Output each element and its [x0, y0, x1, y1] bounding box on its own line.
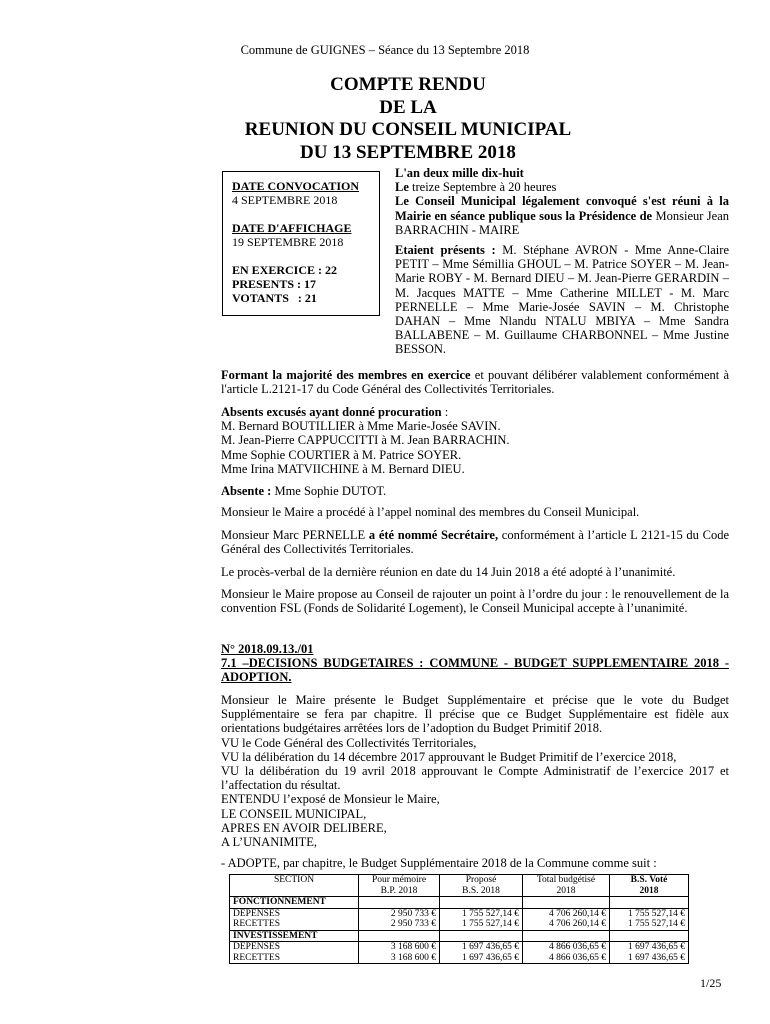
title-line: REUNION DU CONSEIL MUNICIPAL [244, 119, 572, 140]
votants-count: VOTANTS : 21 [232, 291, 317, 305]
presents-list: Etaient présents : M. Stéphane AVRON - Mme Anne-Claire PETIT – Mme Sémillia GHOUL – M. Patrice SOYER – M. Jean-Marie ROBY - M. Bernard DIEU – M. Jean-Pierre GERARDIN – M. Jacques MATTE – Mme Catherine MILLET - M. Marc PERNELLE – Mme Marie-Josée SAVIN – M. Christophe DAHAN – Mme Nlandu NTALU MBIYA – Mme Sandra BALLABENE – M. Guillaume CHARBONNEL – Mme Justine BESSON. [395, 243, 729, 357]
page-number: 1/25 [700, 976, 722, 990]
absent-line: Mme Irina MATVIICHINE à M. Bernard DIEU. [221, 461, 465, 476]
absente-paragraph: Absente : Mme Sophie DUTOT. [221, 484, 387, 498]
date-convocation-label: DATE CONVOCATION [232, 179, 359, 193]
secretaire-paragraph: Monsieur Marc PERNELLE a été nommé Secrétaire, conformément à l’article L 2121-15 du Code Général des Collectivités Territoriales. [221, 528, 729, 557]
vu-line: APRES EN AVOIR DELIBERE, [221, 820, 387, 835]
table-row: DEPENSES RECETTES 3 168 600 € 3 168 600 € 1 697 436,65 € 1 697 436,65 € 4 866 036,65 € 4 866 036,65 € 1 697 436,65 € 1 697 436,65 € [230, 942, 689, 964]
table-section-row: INVESTISSEMENT [230, 930, 689, 942]
majorite-paragraph: Formant la majorité des membres en exercice et pouvant délibérer valablement conformément à l'article L.2121-17 du Code Général des Collectivités Territoriales. [221, 368, 729, 397]
vu-line: VU la délibération du 19 avril 2018 approuvant le Compte Administratif de l’exercice 2017 et l’affectation du résultat. [221, 764, 729, 793]
vu-line: LE CONSEIL MUNICIPAL, [221, 806, 367, 821]
ordre-du-jour-paragraph: Monsieur le Maire propose au Conseil de rajouter un point à l’ordre du jour : le renouvellement de la convention FSL (Fonds de Solidarité Logement), le Conseil Municipal accepte à l’unanimité. [221, 587, 729, 616]
table-section-row: FONCTIONNEMENT [230, 897, 689, 909]
deliberation-number: N° 2018.09.13./01 [221, 642, 314, 656]
absents-label: Absents excusés ayant donné procuration [221, 405, 442, 419]
document-title [0, 74, 770, 164]
col-header-vote: B.S. Voté 2018 [610, 875, 689, 897]
date-convocation-value: 4 SEPTEMBRE 2018 [232, 193, 338, 207]
date-affichage-value: 19 SEPTEMBRE 2018 [232, 235, 344, 249]
title-line: DU 13 SEPTEMBRE 2018 [300, 141, 516, 163]
section-heading [221, 642, 729, 685]
absent-line: M. Bernard BOUTILLIER à Mme Marie-Josée SAVIN. [221, 419, 501, 434]
vu-line: VU le Code Général des Collectivités Territoriales, [221, 735, 477, 750]
col-header-bp: Pour mémoire B.P. 2018 [359, 875, 440, 897]
adopte-line: - ADOPTE, par chapitre, le Budget Supplémentaire 2018 de la Commune comme suit : [221, 856, 657, 870]
title-line: DE LA [379, 96, 437, 118]
intro-column [395, 166, 729, 357]
absents-paragraph: Absents excusés ayant donné procuration : M. Bernard BOUTILLIER à Mme Marie-Josée SAVIN. M. Jean-Pierre CAPPUCCITTI à M. Jean BARRACHIN. Mme Sophie COURTIER à M. Patrice SOYER. Mme Irina MATVIICHINE à M. Bernard DIEU. [221, 405, 729, 476]
appel-paragraph: Monsieur le Maire a procédé à l’appel nominal des membres du Conseil Municipal. [221, 505, 640, 519]
expose-paragraph: Monsieur le Maire présente le Budget Supplémentaire et précise que le vote du Budget Supplémentaire se fera par chapitre. Il précise que ce Budget Supplémentaire est fidèle aux orientations budgétaires arrêtées lors de l’adoption du Budget Primitif 2018. VU le Code Général des Collectivités Territoriales, VU la délibération du 14 décembre 2017 approuvant le Budget Primitif de l’exercice 2018, VU la délibération du 19 avril 2018 approuvant le Compte Administratif de l’exercice 2017 et l’affectation du résultat. ENTENDU l’exposé de Monsieur le Maire, LE CONSEIL MUNICIPAL, APRES EN AVOIR DELIBERE, A L’UNANIMITE, [221, 693, 729, 850]
col-header-propose: Proposé B.S. 2018 [440, 875, 523, 897]
presents-count: PRESENTS : 17 [232, 277, 317, 291]
pv-paragraph: Le procès-verbal de la dernière réunion en date du 14 Juin 2018 a été adopté à l’unanimité. [221, 565, 676, 579]
vu-line: VU la délibération du 14 décembre 2017 approuvant le Budget Primitif de l’exercice 2018, [221, 749, 677, 764]
vu-line: ENTENDU l’exposé de Monsieur le Maire, [221, 792, 440, 807]
en-exercice-count: EN EXERCICE : 22 [232, 263, 338, 277]
budget-table [229, 874, 689, 964]
absent-line: M. Jean-Pierre CAPPUCCITTI à M. Jean BARRACHIN. [221, 433, 510, 448]
vu-line: A L’UNANIMITE, [221, 835, 318, 850]
absent-line: Mme Sophie COURTIER à M. Patrice SOYER. [221, 447, 462, 462]
table-row: DEPENSES RECETTES 2 950 733 € 2 950 733 € 1 755 527,14 € 1 755 527,14 € 4 706 260,14 € 4 706 260,14 € 1 755 527,14 € 1 755 527,14 € [230, 908, 689, 930]
intro-year: L'an deux mille dix-huit [395, 166, 524, 180]
deliberation-title: 7.1 –DECISIONS BUDGETAIRES : COMMUNE - BUDGET SUPPLEMENTAIRE 2018 - ADOPTION. [221, 656, 729, 685]
date-affichage-label: DATE D'AFFICHAGE [232, 221, 352, 235]
col-header-total: Total budgétisé 2018 [523, 875, 610, 897]
title-line: COMPTE RENDU [330, 74, 486, 95]
col-header-section: SECTION [230, 875, 359, 897]
meeting-info-box [222, 171, 380, 316]
intro-conseil: Le Conseil Municipal légalement convoqué s'est réuni à la Mairie en séance publique sous la Présidence de Monsieur Jean BARRACHIN - MAIRE [395, 194, 730, 237]
running-header: Commune de GUIGNES – Séance du 13 Septembre 2018 [240, 43, 530, 57]
intro-date: Le treize Septembre à 20 heures [395, 180, 557, 195]
